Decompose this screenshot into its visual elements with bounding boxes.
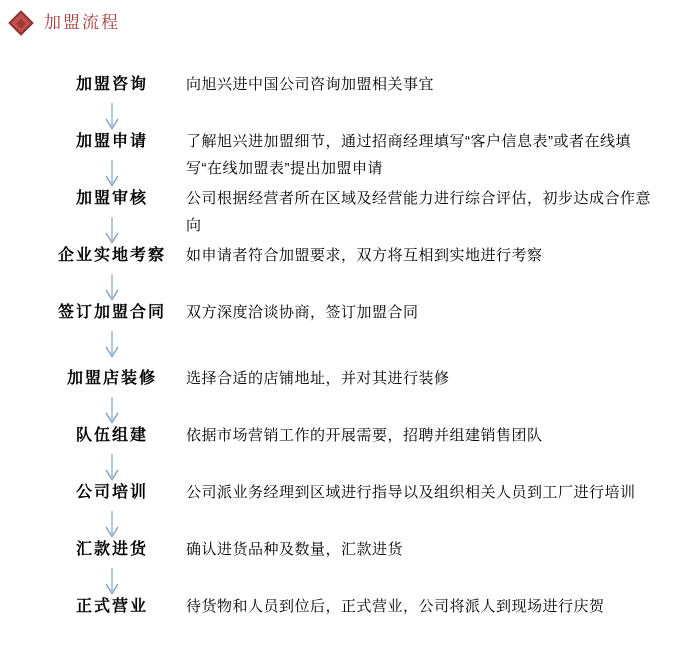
step-label-column: [38, 540, 186, 597]
step-description: 公司根据经营者所在区域及经营能力进行综合评估，初步达成合作意向: [186, 190, 652, 234]
down-arrow-icon: [103, 453, 121, 483]
process-step: [38, 132, 696, 189]
process-step: [38, 303, 696, 369]
process-step: [38, 75, 696, 132]
step-description: 了解旭兴进加盟细节，通过招商经理填写“客户信息表”或者在线填写“在线加盟表”提出加盟申请: [186, 133, 631, 177]
step-description: 确认进货品种及数量，汇款进货: [186, 541, 404, 558]
step-description: 如申请者符合加盟要求，双方将互相到实地进行考察: [186, 247, 543, 264]
down-arrow-icon: [103, 273, 121, 303]
step-label: 公司培训: [75, 484, 148, 501]
step-label-column: [38, 426, 186, 483]
down-arrow-icon: [103, 102, 121, 132]
franchise-process-page: [0, 11, 696, 654]
step-label-column: [38, 483, 186, 540]
down-arrow-icon: [103, 216, 121, 246]
step-label-column: [38, 246, 186, 303]
process-step: [38, 369, 696, 426]
process-step: [38, 483, 696, 540]
process-step: [38, 189, 696, 246]
process-flow: [38, 75, 696, 654]
step-label: 汇款进货: [75, 541, 148, 558]
step-label-column: [38, 369, 186, 426]
down-arrow-icon: [103, 330, 121, 360]
down-arrow-icon: [103, 567, 121, 597]
step-label: 签订加盟合同: [57, 304, 166, 321]
step-label: 队伍组建: [75, 427, 148, 444]
down-arrow-icon: [103, 510, 121, 540]
diamond-bullet-icon: [8, 10, 33, 35]
section-header: [9, 11, 696, 35]
down-arrow-icon: [103, 159, 121, 189]
step-description: 双方深度洽谈协商，签订加盟合同: [186, 304, 419, 321]
step-label: 正式营业: [75, 598, 148, 615]
step-description: 向旭兴进中国公司咨询加盟相关事宜: [186, 76, 435, 93]
section-title: 加盟流程: [44, 13, 120, 32]
step-description: 依据市场营销工作的开展需要，招聘并组建销售团队: [186, 427, 543, 444]
down-arrow-icon: [103, 396, 121, 426]
step-label-column: [38, 132, 186, 189]
step-label: 加盟审核: [75, 190, 148, 207]
process-step: [38, 426, 696, 483]
step-description: 选择合适的店铺地址，并对其进行装修: [186, 370, 450, 387]
step-label: 加盟申请: [75, 133, 148, 150]
step-label: 加盟店装修: [66, 370, 157, 387]
process-step: [38, 540, 696, 597]
step-label-column: [38, 189, 186, 246]
process-step: [38, 246, 696, 303]
step-description: 公司派业务经理到区域进行指导以及组织相关人员到工厂进行培训: [186, 484, 636, 501]
step-label-column: [38, 303, 186, 360]
step-label-column: [38, 75, 186, 132]
diamond-inner-shape: [16, 18, 26, 28]
step-label: 企业实地考察: [57, 247, 166, 264]
step-description: 待货物和人员到位后，正式营业，公司将派人到现场进行庆贺: [186, 598, 605, 615]
step-label: 加盟咨询: [75, 76, 148, 93]
